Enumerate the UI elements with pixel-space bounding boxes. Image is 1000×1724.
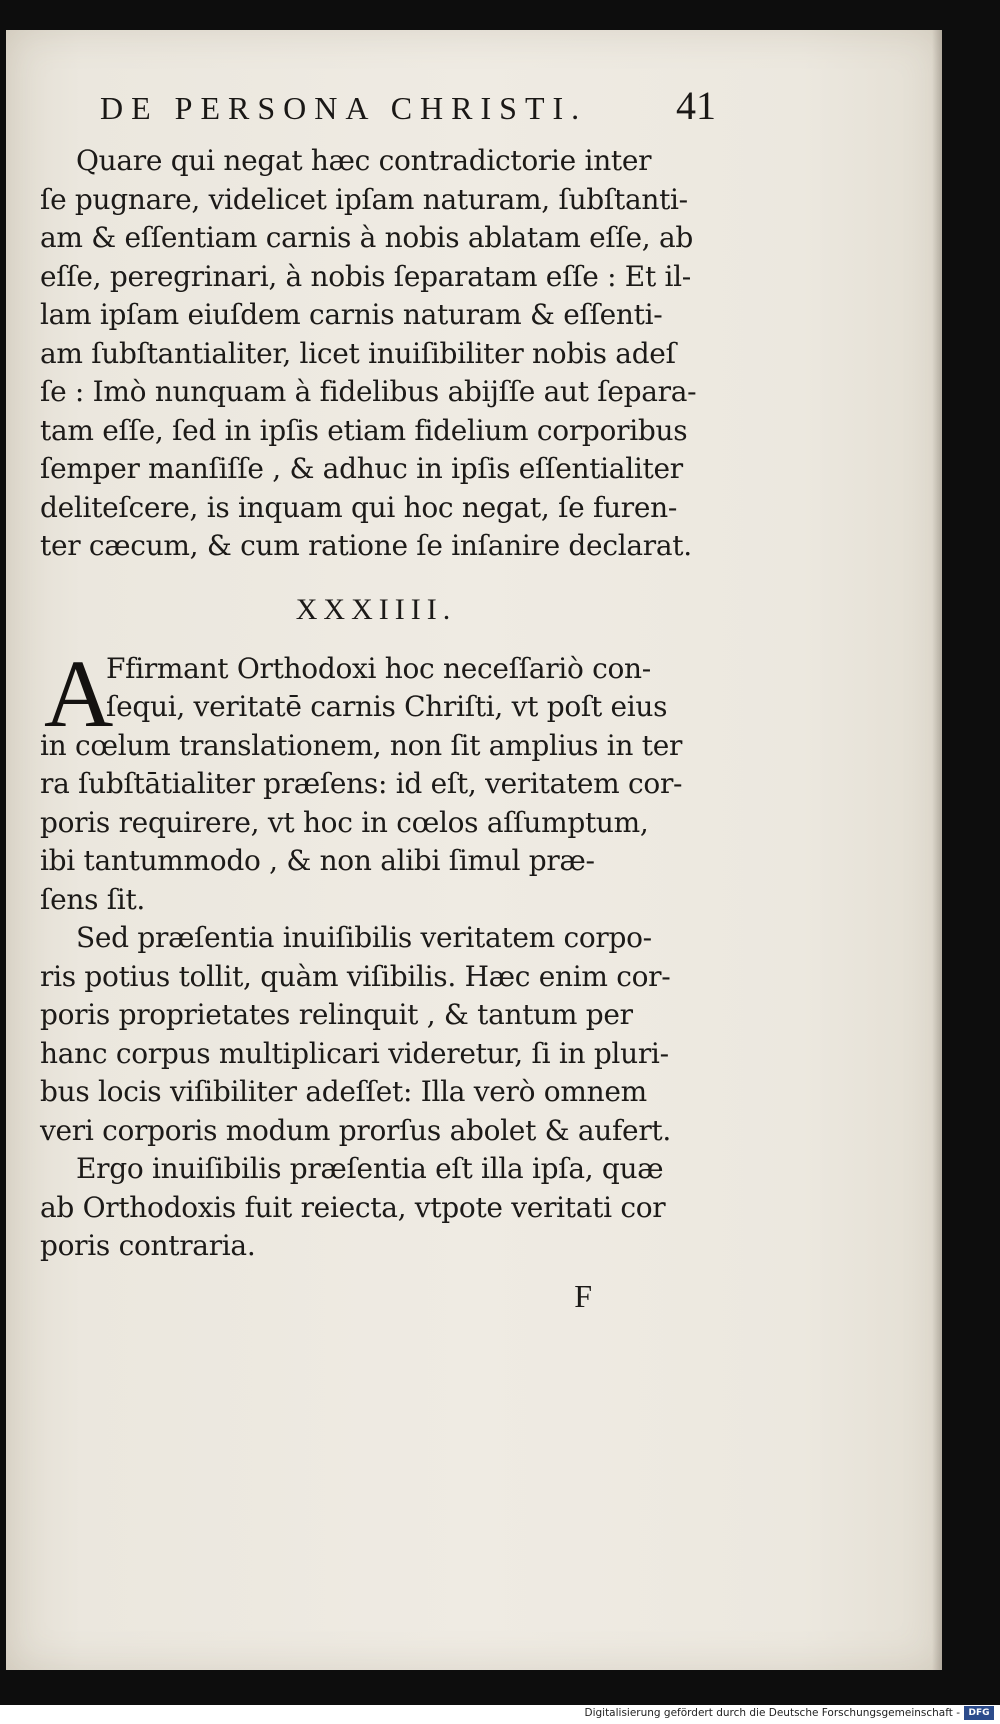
- section-number: XXXIIII.: [295, 592, 457, 626]
- paragraph-4: [40, 1150, 712, 1266]
- drop-cap: A: [44, 639, 114, 747]
- paragraph-1: [40, 142, 712, 566]
- text-line: hanc corpus multiplicari videretur, ſi in pluri-: [40, 1036, 669, 1070]
- text-line: ſens ſit.: [40, 882, 146, 916]
- text-line: tam eſſe, ſed in ipſis etiam fidelium corporibus: [40, 413, 688, 447]
- text-line: am ſubſtantialiter, licet inuiſibiliter nobis adeſ: [40, 336, 676, 370]
- text-line: ſe pugnare, videlicet ipſam naturam, ſubſtanti-: [40, 182, 688, 216]
- text-line: Quare qui negat hæc contradictorie inter: [76, 144, 652, 177]
- text-line: ter cæcum, & cum ratione ſe inſanire declarat.: [40, 529, 692, 562]
- page-edge-shadow: [932, 30, 942, 1670]
- paragraph-3: [40, 919, 712, 1150]
- text-line: poris proprietates relinquit , & tantum per: [40, 998, 633, 1031]
- text-line: ſe : Imò nunquam à fidelibus abijſſe aut ſepara-: [40, 375, 697, 408]
- text-line: ſequi, veritatē carnis Chriſti, vt poſt eius: [106, 690, 668, 723]
- running-head: [100, 82, 716, 142]
- text-line: ris potius tollit, quàm viſibilis. Hæc enim cor-: [40, 959, 671, 993]
- text-line: deliteſcere, is inquam qui hoc negat, ſe furen-: [40, 490, 678, 524]
- text-line: Ffirmant Orthodoxi hoc neceſſariò con-: [106, 651, 651, 685]
- funding-credit: Digitalisierung gefördert durch die Deutsche Forschungsgemeinschaft -: [584, 1707, 960, 1719]
- book-page: [6, 30, 942, 1670]
- text-line: poris contraria.: [40, 1229, 256, 1262]
- text-line: bus locis viſibiliter adeſſet: Illa verò omnem: [40, 1075, 647, 1108]
- text-line: ſemper manſiſſe , & adhuc in ipſis eſſentialiter: [40, 452, 683, 485]
- text-line: ab Orthodoxis fuit reiecta, vtpote veritati cor: [40, 1190, 666, 1224]
- text-line: veri corporis modum prorſus abolet & aufert.: [40, 1113, 671, 1147]
- text-line: eſſe, peregrinari, à nobis ſeparatam eſſe : Et il-: [40, 259, 691, 293]
- text-block: [40, 82, 716, 1326]
- dfg-logo: DFG: [964, 1706, 994, 1720]
- text-line: Ergo inuiſibilis præſentia eſt illa ipſa, quæ: [76, 1152, 664, 1185]
- text-line: lam ipſam eiuſdem carnis naturam & eſſenti-: [40, 298, 663, 331]
- paragraph-2: [40, 639, 712, 920]
- running-head-title: DE PERSONA CHRISTI.: [100, 90, 588, 126]
- page-number: 41: [676, 83, 716, 128]
- text-line: ibi tantummodo , & non alibi ſimul præ-: [40, 844, 595, 877]
- text-line: poris requirere, vt hoc in cœlos aſſumptum,: [40, 805, 649, 839]
- text-line: Sed præſentia inuiſibilis veritatem corpo-: [76, 921, 652, 954]
- signature-mark: F: [574, 1277, 592, 1314]
- text-line: in cœlum translationem, non ſit amplius in ter: [40, 728, 683, 762]
- text-line: ra ſubſtātialiter præſens: id eſt, veritatem cor-: [40, 767, 683, 800]
- text-line: am & eſſentiam carnis à nobis ablatam eſſe, ab: [40, 221, 694, 254]
